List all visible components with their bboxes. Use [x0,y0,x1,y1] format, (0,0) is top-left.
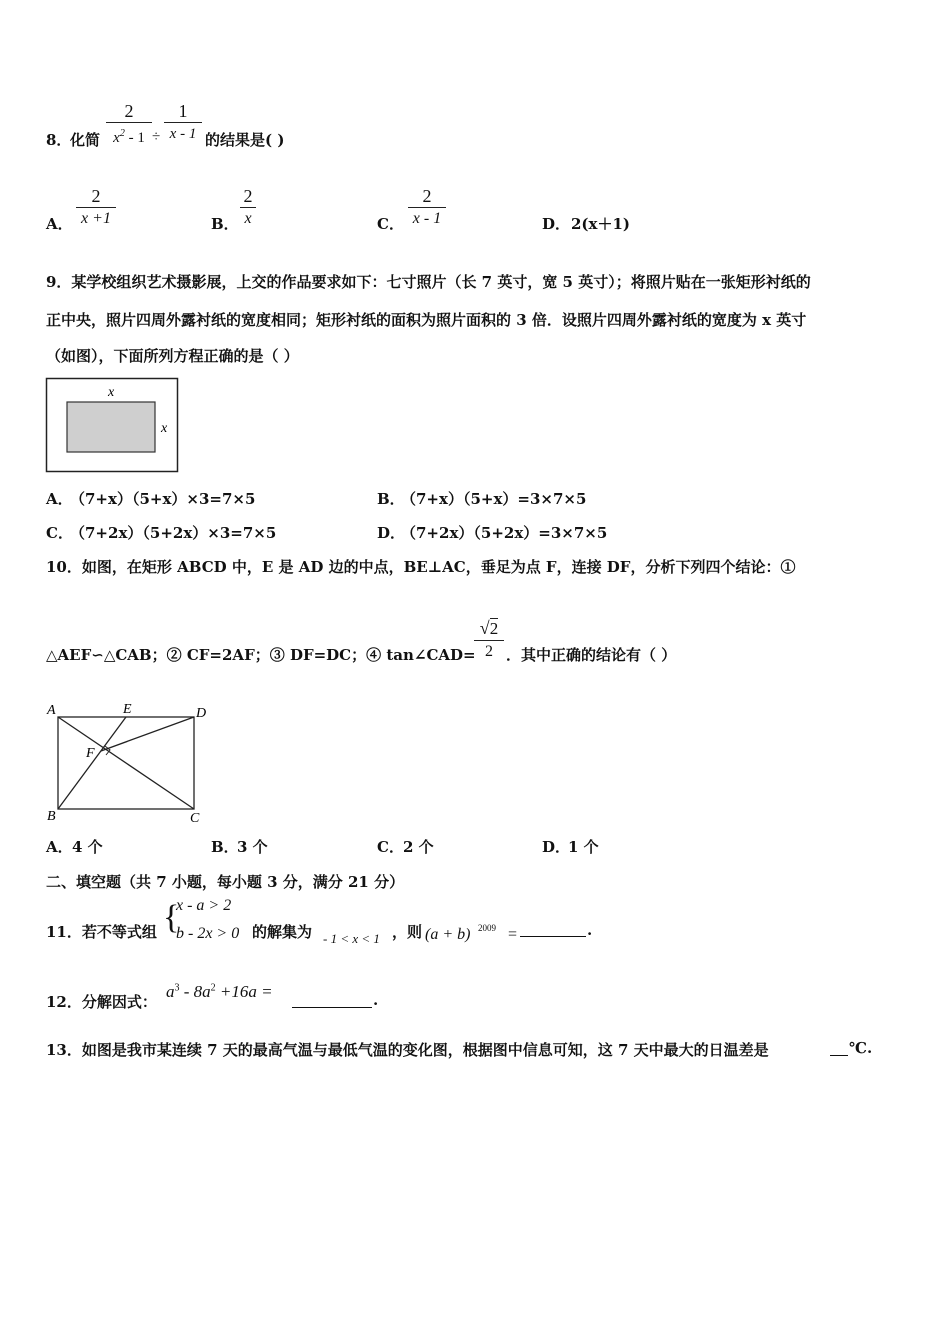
q12-term-mid: - 8a [179,982,211,1001]
q9-label-right-x: x [161,421,168,436]
q8-option-a-label: A． [46,215,73,233]
q13-text-a: 13．如图是我市某连续 7 天的最高气温与最低气温的变化图，根据图中信息可知，这 7 天中最大的日温差是 [46,1041,769,1059]
q10-option-c-label: C． [377,838,404,856]
q10-segment-be [58,717,126,809]
q10-diagonal-ac [58,717,194,809]
q11-exponent: 2009 [478,923,496,933]
q10-option-d-label: D． [542,838,571,856]
q8-option-b-fraction [240,185,256,230]
q10-label-b: B [47,809,56,824]
q12-period: . [373,991,379,1009]
q9-option-d-label: D． [377,524,406,542]
q8-option-b-den: x [244,210,252,227]
q12-exp-2: 2 [210,982,216,994]
q8-frac1-den-exp: 2 [119,128,125,139]
q10-rectangle-figure [44,698,214,826]
q9-option-a-label: A． [46,490,73,508]
q11-expression: (a + b) [425,926,471,943]
q10-option-a-label: A． [46,838,73,856]
q8-option-a-den: x +1 [81,210,111,227]
q11-then: ，则 [392,923,423,941]
q8-option-d-text: 2(x＋1) [571,215,631,233]
q8-option-c-label: C． [377,215,404,233]
q10-option-b-label: B． [211,838,239,856]
q8-option-b-num: 2 [243,186,253,206]
q9-label-top-x: x [108,385,115,400]
q10-option-d-text: 1 个 [568,838,599,856]
q9-option-a-text: （7+x）（5+x）×3=7×5 [70,490,256,508]
q11-equals: = [508,926,518,943]
q9-line-3: （如图），下面所列方程正确的是（ ） [46,347,299,365]
q8-fraction-2 [164,100,202,145]
section-2-heading: 二、填空题（共 7 小题，每小题 3 分，满分 21 分） [46,873,405,891]
q10-option-c-text: 2 个 [403,838,434,856]
q12-term-end: +16a = [215,982,273,1001]
q8-frac1-den-base: x [113,130,120,146]
q10-line-1: 10．如图，在矩形 ABCD 中，E 是 AD 边的中点，BE⊥AC，垂足为点 F，连接 DF，分析下列四个结论：① [46,558,796,576]
q10-tan-fraction: √2 2 [474,617,504,663]
q12-lead: 12．分解因式： [46,993,157,1011]
q8-frac1-den-rest: - 1 [124,130,145,146]
q9-line-2: 正中央，照片四周外露衬纸的宽度相同；矩形衬纸的面积为照片面积的 3 倍．设照片四周外露衬纸的宽度为 x 英寸 [46,311,807,329]
q9-option-c-text: （7+2x）（5+2x）×3=7×5 [70,524,277,542]
q8-option-c-fraction [408,185,446,230]
q11-solution: - 1 < x < 1 [323,931,380,946]
q12-expression [166,982,273,1002]
q12-answer-blank[interactable] [292,991,372,1008]
q8-tail: 的结果是( ) [205,131,285,149]
q10-label-e: E [123,702,132,717]
q10-label-f: F [86,746,95,761]
q9-photo-rect [67,402,155,452]
q11-inequality-1: x - a > 2 [176,897,232,914]
q9-option-b-text: （7+x）（5+x）=3×7×5 [401,490,587,508]
q10-option-a-text: 4 个 [72,838,103,856]
q10-option-b-text: 3 个 [237,838,268,856]
q8-option-a-fraction [76,185,116,230]
q8-option-a-num: 2 [91,186,101,206]
q13-answer-blank[interactable] [830,1039,848,1056]
q8-option-c-den: x - 1 [412,210,442,227]
q9-option-d-text: （7+2x）（5+2x）=3×7×5 [401,524,608,542]
q9-option-b-label: B． [377,490,405,508]
q8-lead: 化简 [70,131,101,149]
q10-tan-denominator: 2 [485,643,493,660]
q8-frac1-numerator: 2 [124,101,134,121]
q8-fraction-1 [106,100,152,149]
q10-tan-numerator: 2 [489,619,499,638]
q9-option-c-label: C． [46,524,73,542]
q10-label-c: C [190,811,200,826]
q11-period: . [587,921,593,939]
q8-frac2-numerator: 1 [178,101,188,121]
q11-brace: { [163,899,180,936]
q11-inequality-2: b - 2x > 0 [176,925,240,942]
q9-photo-frame-figure [45,377,180,474]
q11-answer-blank[interactable] [520,920,586,937]
q8-divide-sign: ÷ [152,129,161,145]
q9-line-1: 9．某学校组织艺术摄影展，上交的作品要求如下：七寸照片（长 7 英寸，宽 5 英寸）；将照片贴在一张矩形衬纸的 [46,273,811,291]
q10-line-2b: ．其中正确的结论有（ ） [506,646,677,664]
q13-text-b: ℃. [849,1039,873,1057]
q10-label-d: D [196,706,207,721]
q11-lead: 11．若不等式组 [46,923,157,941]
q8-option-b-label: B． [211,215,239,233]
q8-frac2-denominator: x - 1 [169,126,197,142]
q8-option-c-num: 2 [422,186,432,206]
q11-mid: 的解集为 [252,923,313,941]
q8-number: 8． [46,131,72,149]
q12-term-a: a [166,982,175,1001]
q10-label-a: A [47,703,56,718]
q10-segment-df [101,717,194,751]
q8-option-d-label: D． [542,215,571,233]
q10-line-2a: △AEF∽△CAB；② CF=2AF；③ DF=DC；④ tan∠CAD= [46,646,476,664]
q12-exp-3: 3 [174,982,180,994]
